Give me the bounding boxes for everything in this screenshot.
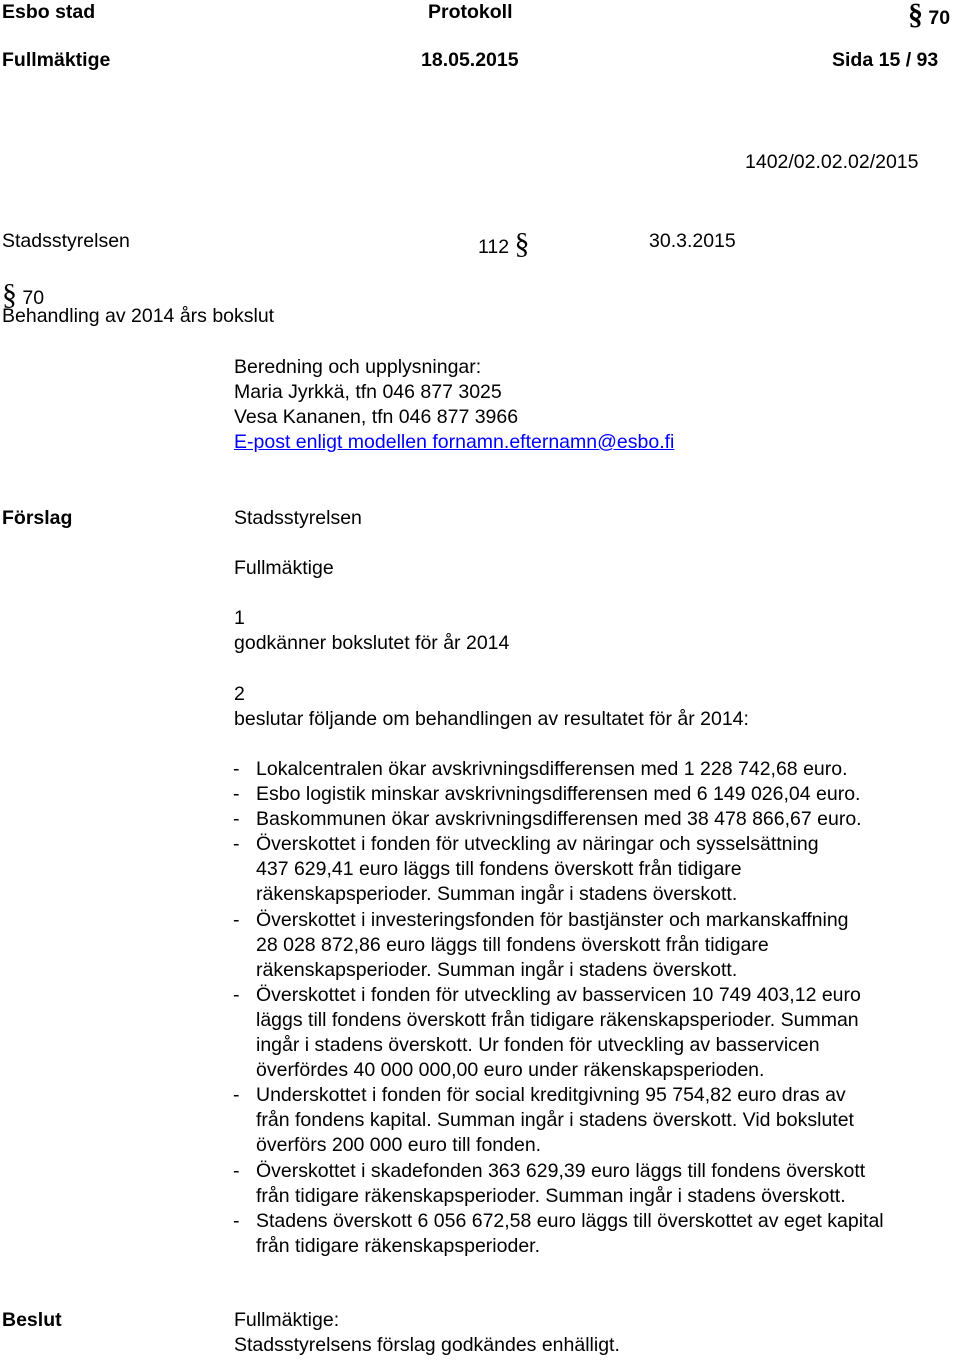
- proposal-label: Förslag: [2, 507, 73, 529]
- dash: -: [233, 983, 240, 1006]
- email-link[interactable]: E-post enligt modellen fornamn.efternamn@esbo.fi: [234, 431, 675, 453]
- previous-section-number: 112: [478, 236, 510, 258]
- section-symbol-icon: §: [514, 227, 530, 260]
- point-2-number: 2: [234, 683, 245, 705]
- decision-label: Beslut: [2, 1309, 62, 1331]
- decision-text: Stadsstyrelsens förslag godkändes enhälligt.: [234, 1334, 620, 1356]
- point-1-text: godkänner bokslutet för år 2014: [234, 632, 510, 654]
- list-item-text: Överskottet i fonden för utveckling av basservicen 10 749 403,12 euro läggs till fondens överskott från tidigare räkenskapsperioder. Summan ingår i stadens överskott. Ur fonden för utveckling av basservicen överfördes 40 000 000,00 euro under räkenskapsperioden.: [256, 983, 861, 1082]
- proposal-addressee: Fullmäktige: [234, 557, 334, 579]
- list-item: [233, 807, 960, 832]
- section-symbol-icon: §: [2, 278, 17, 311]
- list-item-text: Baskommunen ökar avskrivningsdifferensen med 38 478 866,67 euro.: [256, 808, 862, 831]
- contact-2: Vesa Kananen, tfn 046 877 3966: [234, 406, 519, 428]
- list-item-text: Överskottet i fonden för utveckling av näringar och sysselsättning 437 629,41 euro läggs till fondens överskott från tidigare räkenskapsperioder. Summan ingår i stadens överskott.: [256, 833, 819, 906]
- result-list: [233, 757, 960, 1259]
- list-item: [233, 832, 960, 907]
- item-number: 70: [22, 287, 45, 309]
- preparation-heading: Beredning och upplysningar:: [234, 356, 482, 378]
- list-item-text: Stadens överskott 6 056 672,58 euro läggs till överskottet av eget kapital från tidigare räkenskapsperioder.: [256, 1209, 884, 1257]
- point-1-number: 1: [234, 607, 245, 629]
- reference-number: 1402/02.02.02/2015: [745, 151, 919, 173]
- previous-date: 30.3.2015: [649, 230, 736, 252]
- header-section-number: 70: [928, 7, 951, 29]
- list-item-text: Överskottet i skadefonden 363 629,39 euro läggs till fondens överskott från tidigare räkenskapsperioder. Summan ingår i stadens överskott.: [256, 1159, 866, 1207]
- header-body: Fullmäktige: [2, 49, 111, 71]
- list-item: [233, 1209, 960, 1259]
- dash: -: [233, 808, 240, 831]
- header-date: 18.05.2015: [421, 49, 519, 71]
- dash: -: [233, 1084, 240, 1107]
- dash: -: [233, 833, 240, 856]
- list-item: [233, 983, 960, 1083]
- list-item-text: Esbo logistik minskar avskrivningsdifferensen med 6 149 026,04 euro.: [256, 783, 861, 806]
- header-doc-type: Protokoll: [428, 1, 513, 23]
- list-item: [233, 782, 960, 807]
- list-item: [233, 908, 960, 983]
- previous-section: [478, 229, 530, 259]
- proposal-proposer: Stadsstyrelsen: [234, 507, 362, 529]
- header-org: Esbo stad: [2, 1, 96, 23]
- list-item: [233, 1083, 960, 1158]
- header-section: [908, 0, 950, 30]
- dash: -: [233, 908, 240, 931]
- list-item: [233, 757, 960, 782]
- previous-body: Stadsstyrelsen: [2, 230, 130, 252]
- list-item-text: Lokalcentralen ökar avskrivningsdifferensen med 1 228 742,68 euro.: [256, 758, 848, 780]
- header-page: Sida 15 / 93: [832, 49, 939, 71]
- dash: -: [233, 783, 240, 806]
- point-2-text: beslutar följande om behandlingen av resultatet för år 2014:: [234, 708, 749, 730]
- dash: -: [233, 1209, 240, 1232]
- dash: -: [233, 1159, 240, 1182]
- list-item-text: Överskottet i investeringsfonden för bastjänster och markanskaffning 28 028 872,86 euro läggs till fondens överskott från tidigare räkenskapsperioder. Summan ingår i stadens överskott.: [256, 908, 849, 981]
- dash: -: [233, 758, 240, 780]
- decision-body: Fullmäktige:: [234, 1309, 340, 1331]
- list-item: [233, 1159, 960, 1209]
- contact-1: Maria Jyrkkä, tfn 046 877 3025: [234, 381, 502, 403]
- item-title: Behandling av 2014 års bokslut: [2, 305, 275, 327]
- list-item-text: Underskottet i fonden för social kreditgivning 95 754,82 euro dras av från fondens kapital. Summan ingår i stadens överskott. Vid bokslutet överförs 200 000 euro till fonden.: [256, 1084, 854, 1157]
- section-symbol-icon: §: [908, 0, 923, 31]
